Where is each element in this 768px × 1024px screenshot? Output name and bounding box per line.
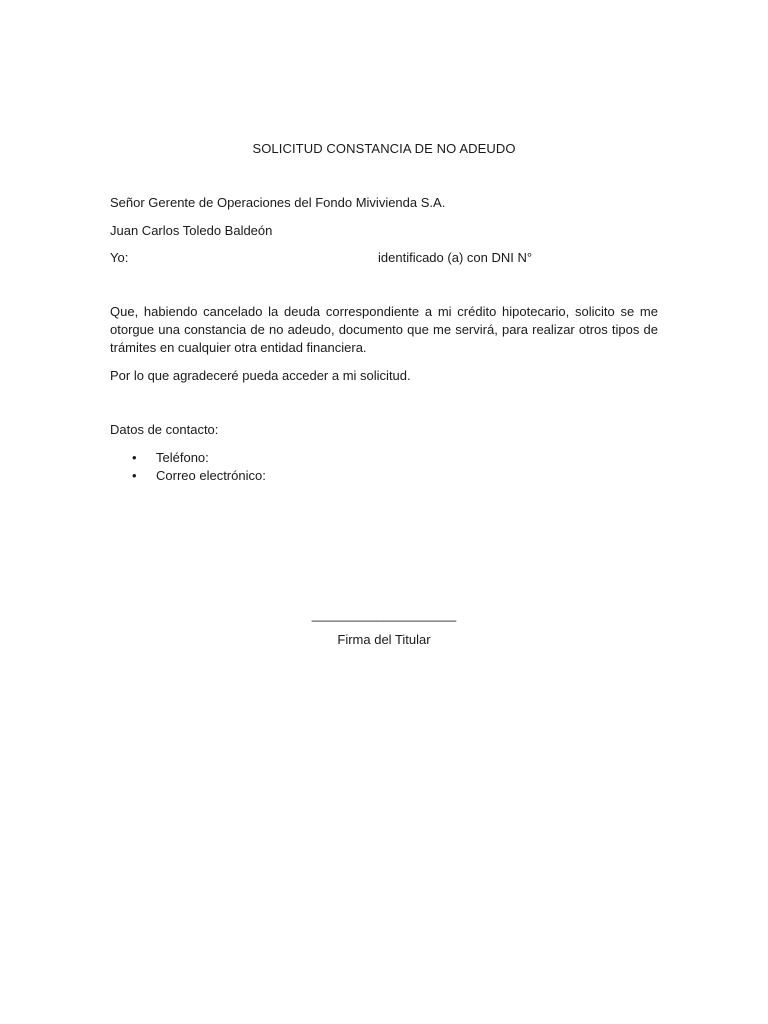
closing-line: Por lo que agradeceré pueda acceder a mi solicitud.: [110, 368, 411, 383]
bullet-icon: •: [132, 468, 137, 483]
body-paragraph: Que, habiendo cancelado la deuda correspondiente a mi crédito hipotecario, solicito se me otorgue una constancia de no adeudo, documento que me servirá, para realizar otros tipos de trámites en cualquier otra entidad financiera.: [110, 304, 658, 355]
signature-label: Firma del Titular: [337, 632, 431, 647]
signature-line: ____________________: [311, 607, 457, 622]
dni-label: identificado (a) con DNI N°: [378, 250, 533, 265]
contact-item-label: Teléfono:: [156, 450, 209, 465]
bullet-icon: •: [132, 450, 137, 465]
yo-label: Yo:: [110, 250, 129, 265]
document-title: SOLICITUD CONSTANCIA DE NO ADEUDO: [252, 141, 516, 156]
contact-heading: Datos de contacto:: [110, 422, 219, 437]
contact-item-email: [110, 467, 266, 485]
addressee-line: Señor Gerente de Operaciones del Fondo Mivivienda S.A.: [110, 195, 446, 210]
contact-list: [110, 449, 266, 485]
contact-item-label: Correo electrónico:: [156, 468, 266, 483]
contact-item-phone: [110, 449, 266, 467]
applicant-name: Juan Carlos Toledo Baldeón: [110, 223, 273, 238]
